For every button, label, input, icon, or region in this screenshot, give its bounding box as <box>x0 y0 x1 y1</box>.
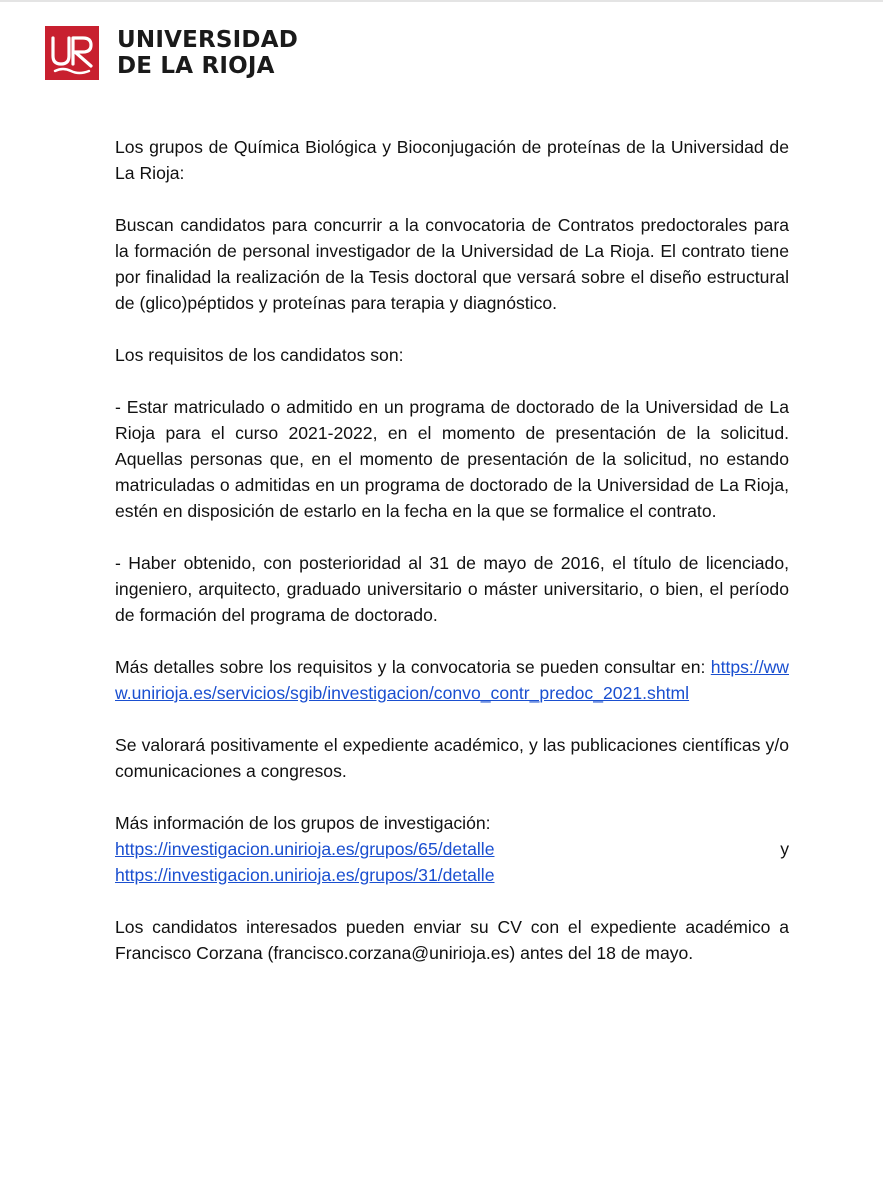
valuation-paragraph: Se valorará positivamente el expediente académico, y las publicaciones científicas y/o comunicaciones a congresos. <box>115 735 789 781</box>
university-monogram-icon <box>45 26 99 80</box>
details-paragraph <box>115 654 789 706</box>
requirements-heading: Los requisitos de los candidatos son: <box>115 345 404 365</box>
monogram-glyph <box>45 26 99 80</box>
requirement-1: - Estar matriculado o admitido en un programa de doctorado de la Universidad de La Rioja para el curso 2021-2022, en el momento de presentación de la solicitud. Aquellas personas que, en el momento de presentación de la solicitud, no estando matriculadas o admitidas en un programa de doctorado de la Universidad de La Rioja, estén en disposición de estarlo en la fecha en la que se formalice el contrato. <box>115 397 789 521</box>
logo-line-2: DE LA RIOJA <box>117 53 275 79</box>
group-31-link[interactable]: https://investigacion.unirioja.es/grupos/31/detalle <box>115 865 495 885</box>
group-65-link[interactable]: https://investigacion.unirioja.es/grupos/65/detalle <box>115 839 495 859</box>
contact-paragraph: Los candidatos interesados pueden enviar su CV con el expediente académico a Francisco Corzana (francisco.corzana@unirioja.es) antes del 18 de mayo. <box>115 917 789 963</box>
university-logo <box>45 26 298 80</box>
spacer <box>115 888 789 914</box>
details-text: Más detalles sobre los requisitos y la convocatoria se pueden consultar en: <box>115 657 706 677</box>
top-border <box>0 0 883 2</box>
university-name <box>117 27 298 79</box>
group-link-row <box>115 836 789 862</box>
group-link-row-2 <box>115 862 789 888</box>
intro-paragraph: Los grupos de Química Biológica y Bioconjugación de proteínas de la Universidad de La Rioja: <box>115 137 789 183</box>
groups-heading: Más información de los grupos de investigación: <box>115 813 491 833</box>
document-body <box>115 134 789 992</box>
requirement-2: - Haber obtenido, con posterioridad al 31 de mayo de 2016, el título de licenciado, ingeniero, arquitecto, graduado universitario o máster universitario, o bien, el período de formación del programa de doctorado. <box>115 553 789 625</box>
search-paragraph: Buscan candidatos para concurrir a la convocatoria de Contratos predoctorales para la formación de personal investigador de la Universidad de La Rioja. El contrato tiene por finalidad la realización de la Tesis doctoral que versará sobre el diseño estructural de (glico)péptidos y proteínas para terapia y diagnóstico. <box>115 215 789 313</box>
group-connector: y <box>780 839 789 859</box>
logo-line-1: UNIVERSIDAD <box>117 27 299 53</box>
convocatoria-link[interactable]: https://www.unirioja.es/servicios/sgib/investigacion/convo_contr_predoc_2021.shtml <box>115 657 789 703</box>
